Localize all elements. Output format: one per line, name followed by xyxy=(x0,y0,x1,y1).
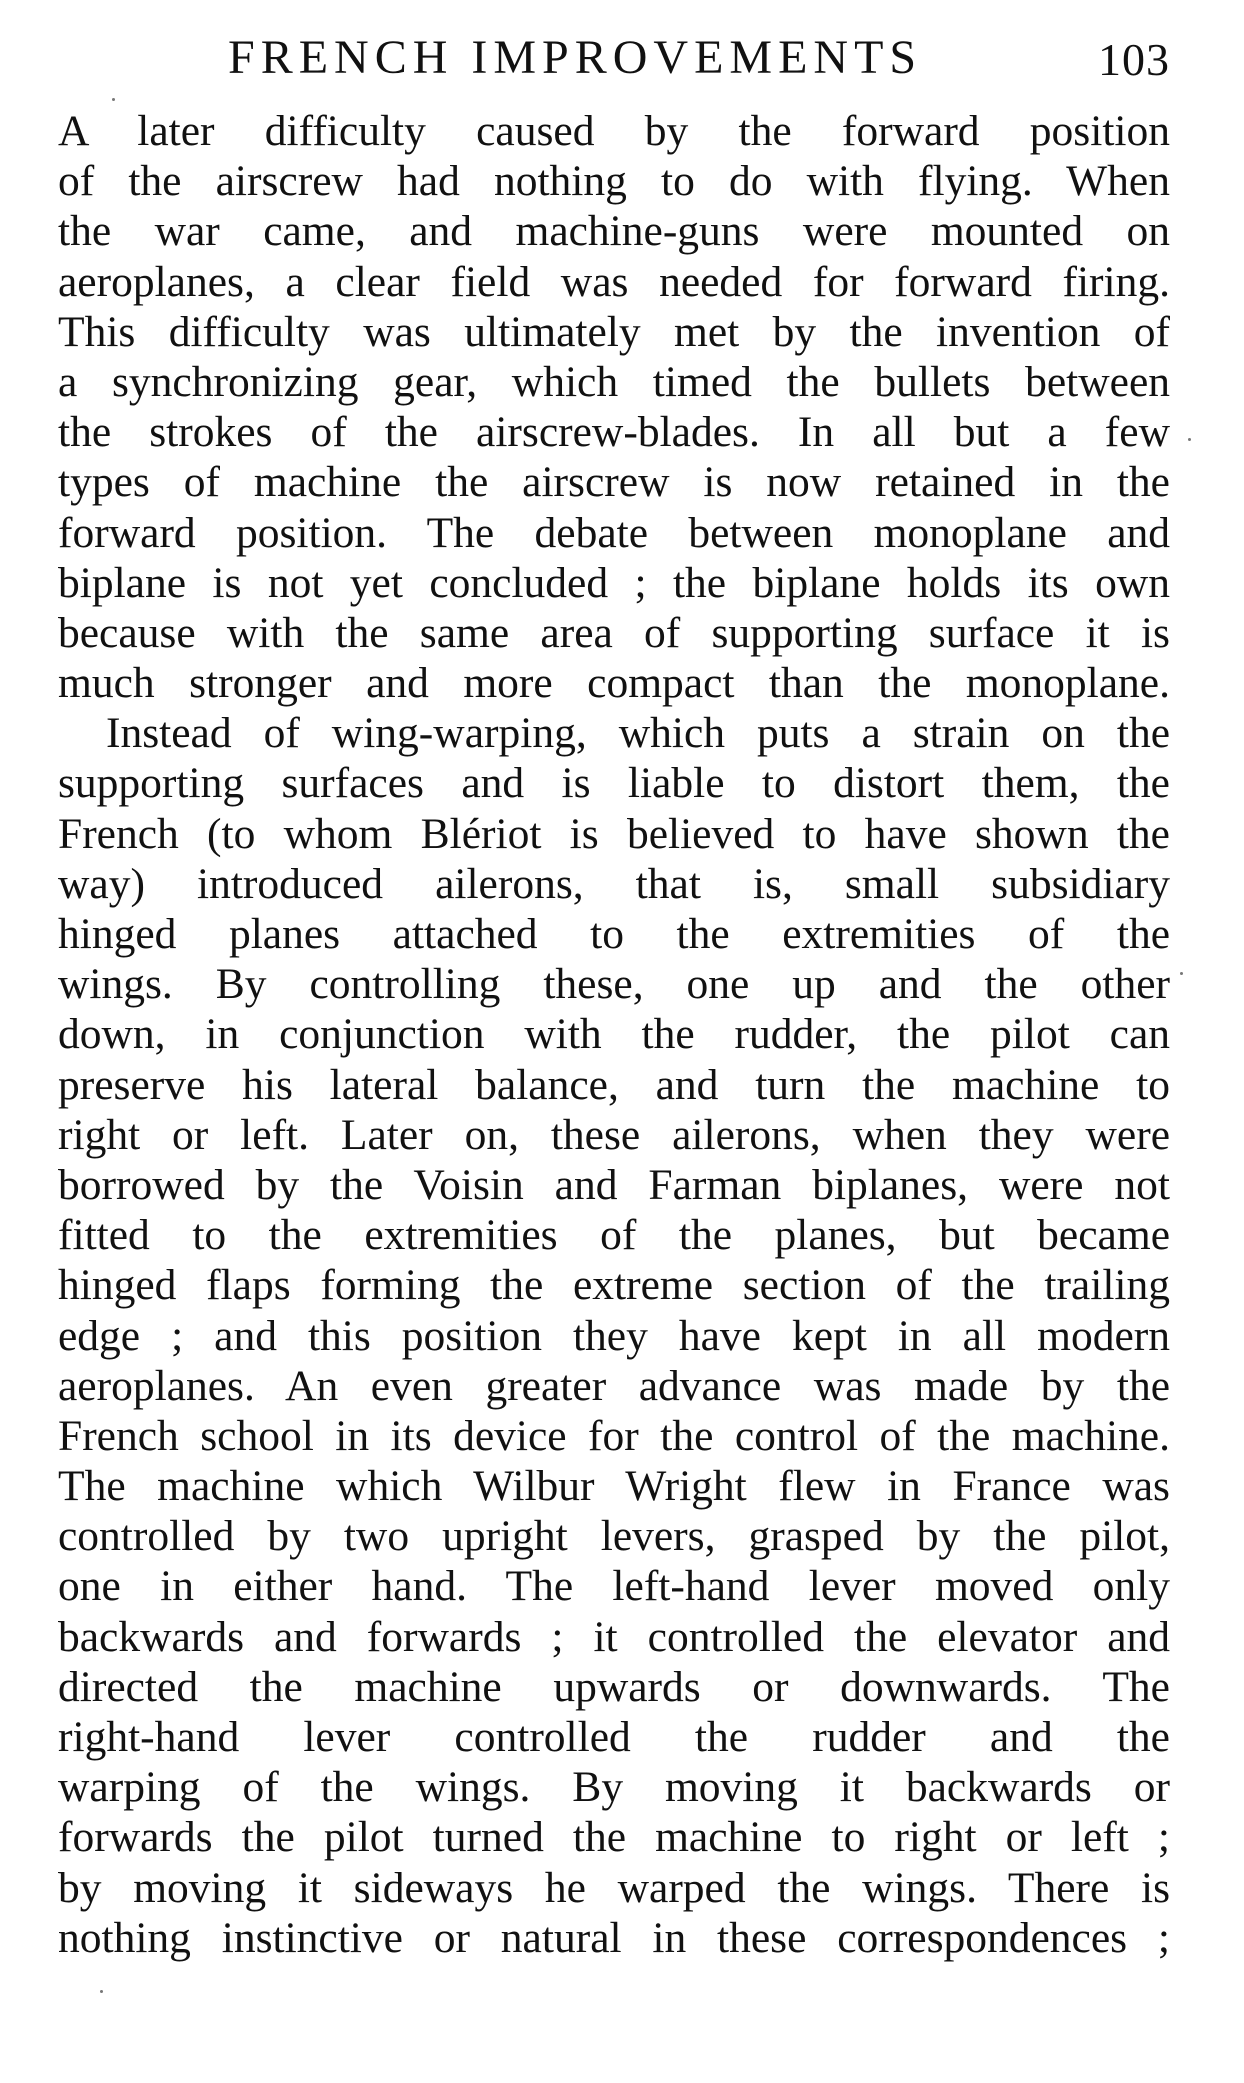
text-line: down, in conjunction with the rudder, the pilot can xyxy=(58,1010,1170,1059)
text-line: by moving it sideways he warped the wings. There is xyxy=(58,1863,1170,1912)
text-line: aeroplanes, a clear field was needed for forward firing. xyxy=(58,257,1170,306)
text-line: because with the same area of supporting surface it is xyxy=(58,608,1170,657)
print-speck xyxy=(100,1990,103,1993)
text-line: A later difficulty caused by the forward position xyxy=(58,107,1170,155)
text-line: nothing instinctive or natural in these correspondences ; xyxy=(58,1913,1170,1962)
text-line: warping of the wings. By moving it backwards or xyxy=(58,1763,1170,1812)
text-line: right-hand lever controlled the rudder and the xyxy=(58,1713,1170,1761)
text-line: right or left. Later on, these ailerons, when they were xyxy=(58,1110,1170,1159)
body-text xyxy=(58,106,1170,1963)
text-line: biplane is not yet concluded ; the biplane holds its own xyxy=(58,558,1170,607)
running-head xyxy=(58,22,1170,92)
text-line: the strokes of the airscrew-blades. In all but a few xyxy=(58,408,1170,457)
text-line: supporting surfaces and is liable to distort them, the xyxy=(58,759,1170,808)
text-line: forward position. The debate between monoplane and xyxy=(58,508,1170,557)
text-line: fitted to the extremities of the planes, but became xyxy=(58,1211,1170,1260)
text-line: borrowed by the Voisin and Farman biplanes, were not xyxy=(58,1160,1170,1209)
text-line: French (to whom Blériot is believed to have shown the xyxy=(58,809,1170,858)
text-line: types of machine the airscrew is now retained in the xyxy=(58,458,1170,507)
text-line: a synchronizing gear, which timed the bullets between xyxy=(58,357,1170,406)
text-line: preserve his lateral balance, and turn the machine to xyxy=(58,1060,1170,1109)
text-line: edge ; and this position they have kept in all modern xyxy=(58,1311,1170,1360)
text-line: forwards the pilot turned the machine to right or left ; xyxy=(58,1813,1170,1862)
text-line: hinged flaps forming the extreme section of the trailing xyxy=(58,1261,1170,1310)
print-speck xyxy=(1188,438,1191,441)
running-title: FRENCH IMPROVEMENTS xyxy=(228,31,923,84)
text-line: French school in its device for the control of the machine. xyxy=(58,1411,1170,1460)
text-line: Instead of wing-warping, which puts a strain on the xyxy=(106,709,1170,758)
text-line: much stronger and more compact than the monoplane. xyxy=(58,659,1170,708)
text-line: backwards and forwards ; it controlled the elevator and xyxy=(58,1612,1170,1661)
page-number: 103 xyxy=(1098,34,1170,85)
text-line: directed the machine upwards or downwards. The xyxy=(58,1662,1170,1711)
text-line: wings. By controlling these, one up and the other xyxy=(58,960,1170,1009)
text-line: The machine which Wilbur Wright flew in France was xyxy=(58,1462,1170,1511)
text-line: controlled by two upright levers, grasped by the pilot, xyxy=(58,1512,1170,1561)
text-line: one in either hand. The left-hand lever moved only xyxy=(58,1562,1170,1611)
text-line: the war came, and machine-guns were mounted on xyxy=(58,207,1170,256)
print-speck xyxy=(1180,972,1183,975)
text-line: way) introduced ailerons, that is, small subsidiary xyxy=(58,859,1170,908)
print-speck xyxy=(112,98,115,101)
text-line: of the airscrew had nothing to do with flying. When xyxy=(58,157,1170,206)
text-line: hinged planes attached to the extremities of the xyxy=(58,910,1170,958)
text-line: aeroplanes. An even greater advance was made by the xyxy=(58,1361,1170,1410)
text-line: This difficulty was ultimately met by the invention of xyxy=(58,307,1170,356)
